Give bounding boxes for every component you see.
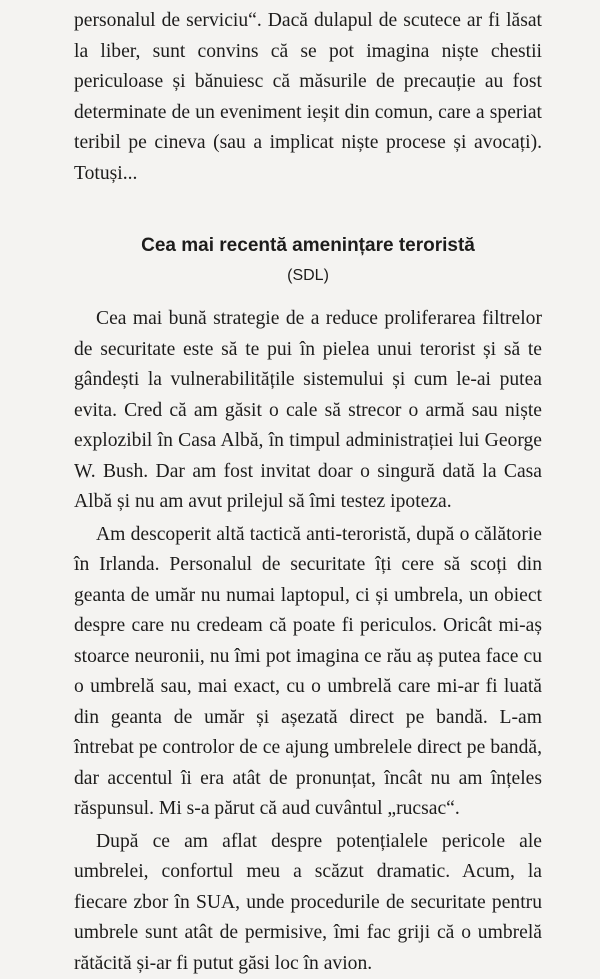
body-paragraph: Cea mai bună strategie de a reduce proliferarea filtrelor de securitate este să te pui în pielea unui terorist și să te gândești la vulnerabilitățile sistemului și cum le-ai putea evita. Cred că am găsit o cale să strecor o armă sau niște explozibil în Casa Albă, în timpul administrației lui George W. Bush. Dar am fost invitat doar o singură dată la Casa Albă și nu am avut prilejul să îmi testez ipoteza.	[74, 304, 542, 518]
section-title: Cea mai recentă amenințare teroristă	[74, 232, 542, 260]
body-paragraph: Am descoperit altă tactică anti-teroristă, după o călătorie în Irlanda. Personalul de securitate îți cere să scoți din geanta de umăr nu numai laptopul, ci și umbrela, un obiect despre care nu credeam că poate fi periculos. Oricât mi-aș stoarce neuronii, nu îmi pot imagina ce rău aș putea face cu o umbrelă sau, mai exact, cu o umbrelă care mi-ar fi luată din geanta de umăr și așezată direct pe bandă. L-am întrebat pe controlor de ce ajung umbrelele direct pe bandă, dar accentul îi era atât de pronunțat, încât nu am înțeles răspunsul. Mi s-a părut că aud cuvântul „rucsac“.	[74, 520, 542, 825]
body-paragraph: După ce am aflat despre potențialele pericole ale umbrelei, confortul meu a scăzut dramatic. Acum, la fiecare zbor în SUA, unde procedurile de securitate pentru umbrele sunt atât de permisive, îmi fac griji că o umbrelă rătăcită și-ar fi putut găsi loc în avion.	[74, 827, 542, 979]
intro-paragraph: personalul de serviciu“. Dacă dulapul de scutece ar fi lăsat la liber, sunt convins că se pot imagina niște chestii periculoase și bănuiesc că măsurile de precauție au fost determinate de un eveniment ieșit din comun, care a speriat teribil pe cineva (sau a implicat niște procese și avocați). Totuși...	[74, 6, 542, 189]
section-author: (SDL)	[74, 264, 542, 288]
